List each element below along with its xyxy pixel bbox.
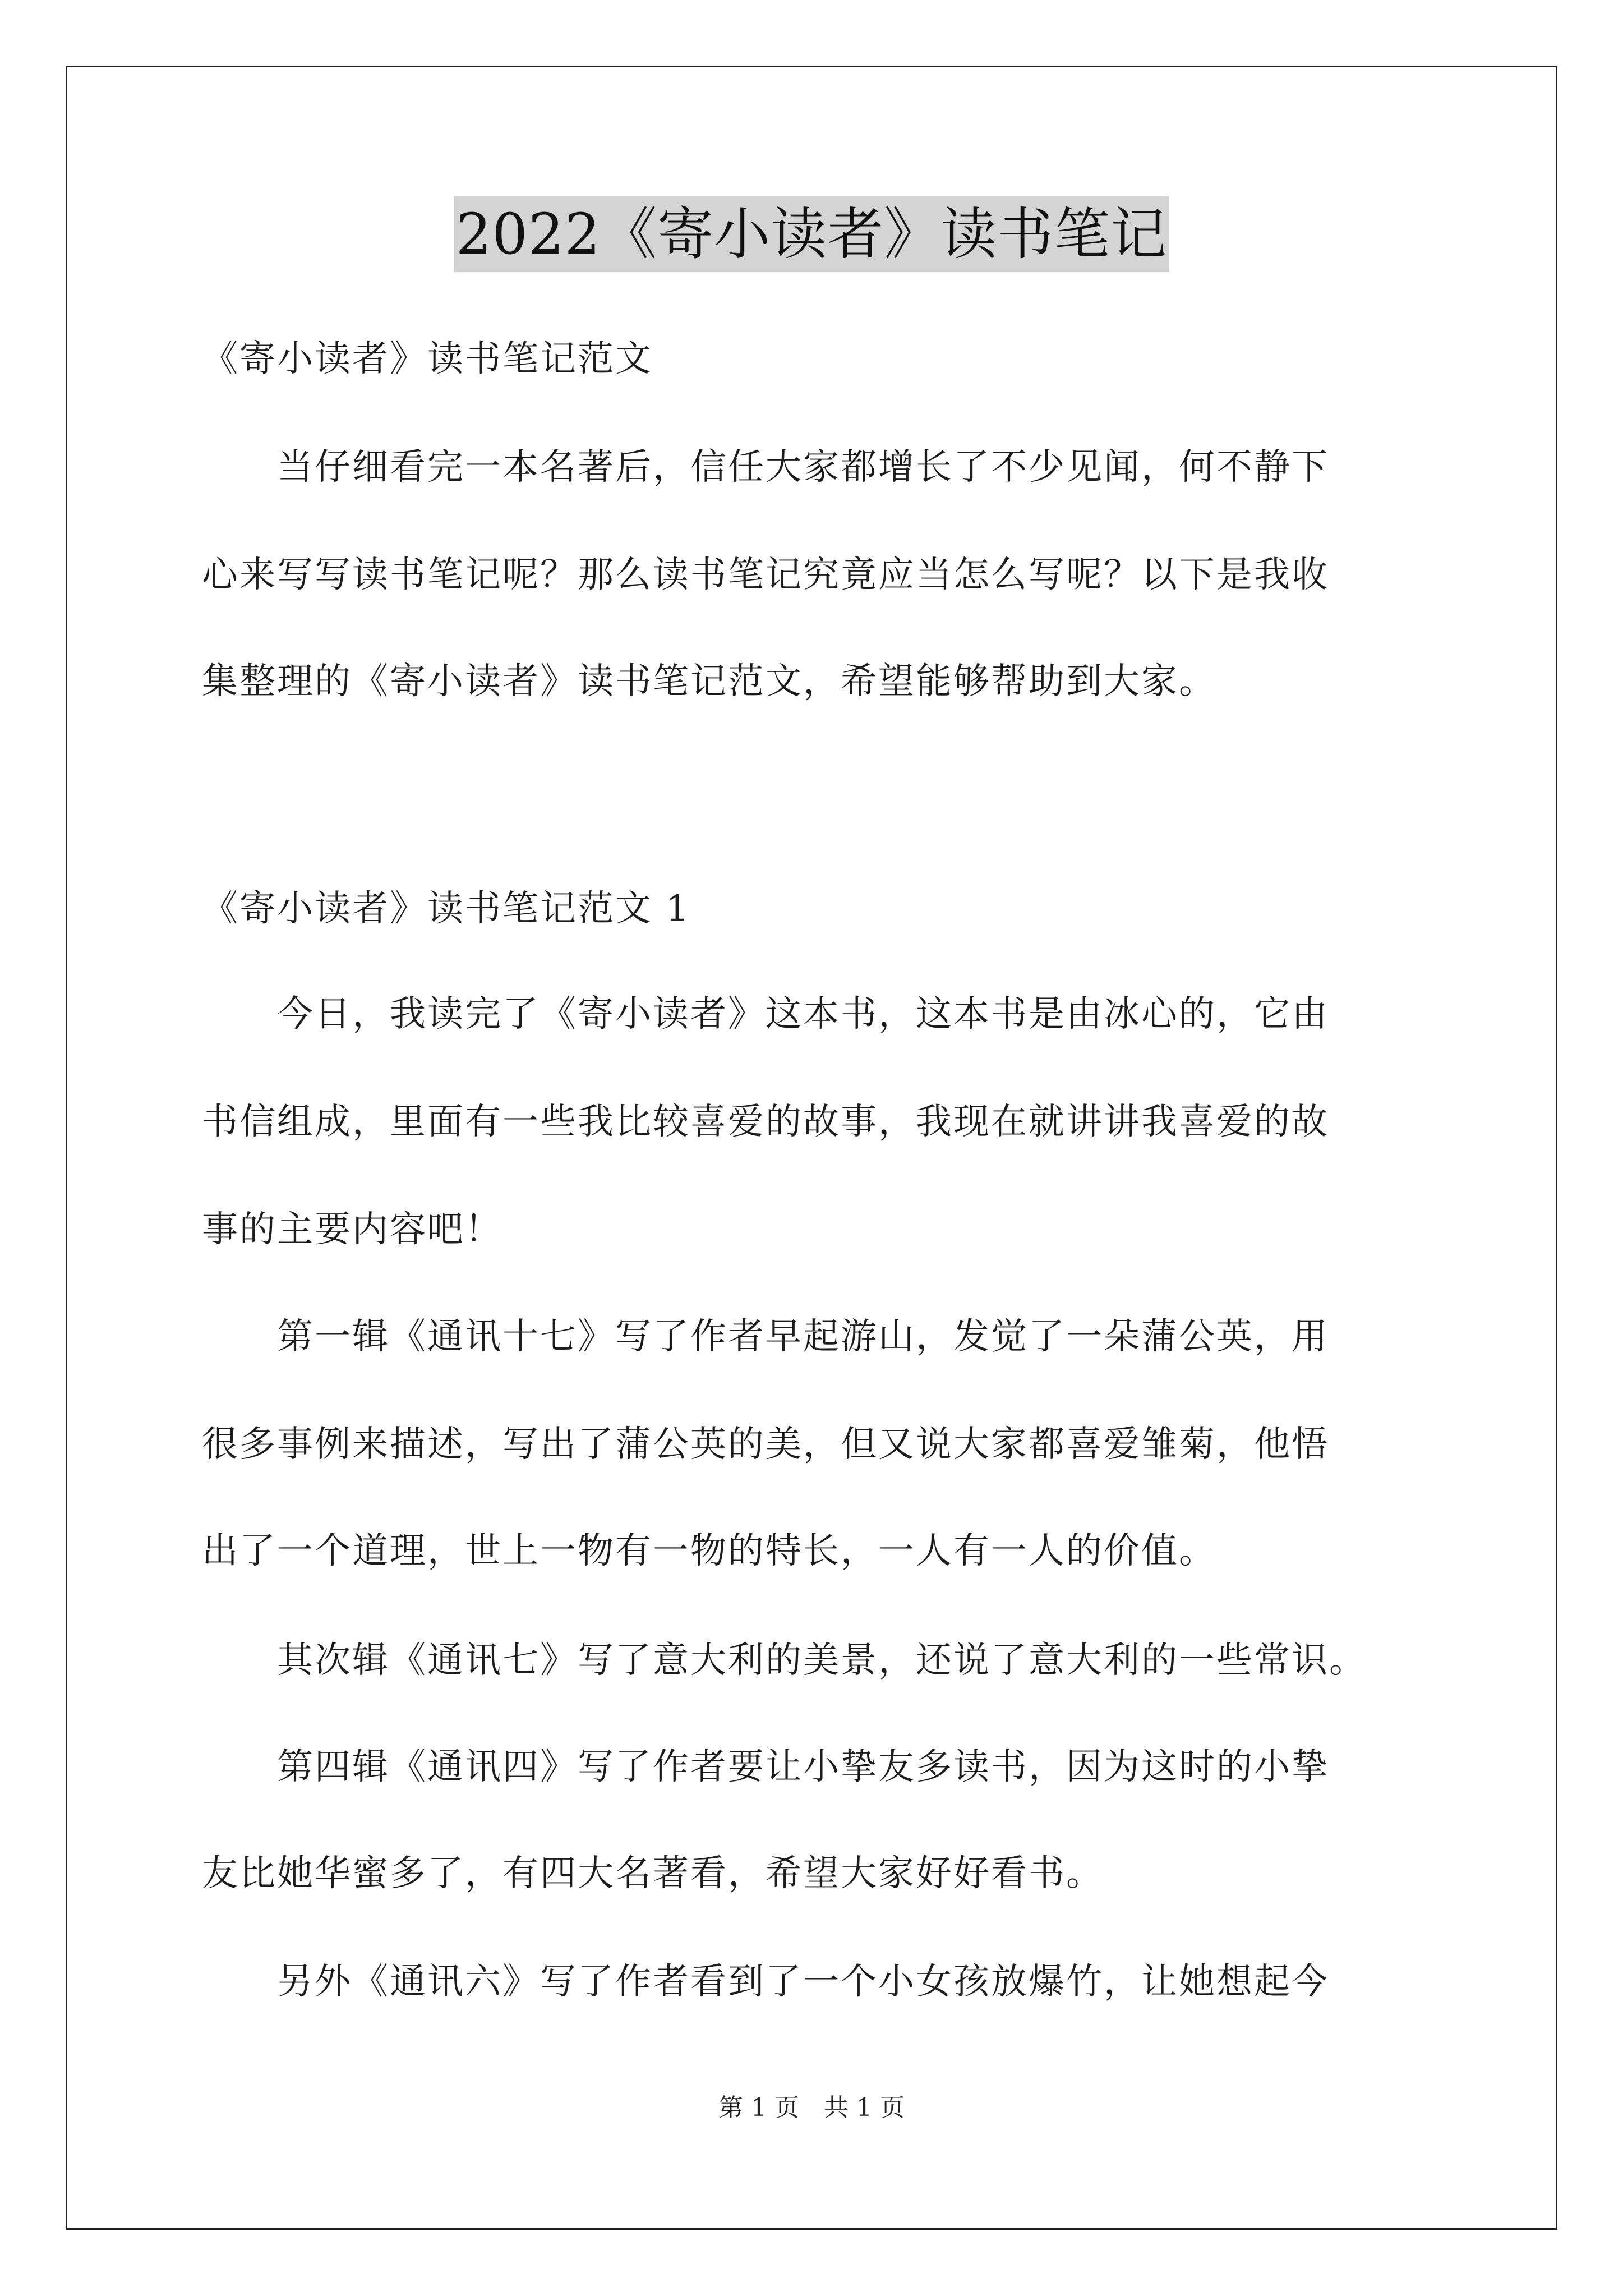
paragraph-line: 很多事例来描述，写出了蒲公英的美，但又说大家都喜爱雏菊，他悟 — [202, 1424, 1329, 1465]
page-footer: 第 1 页 共 1 页 — [718, 2093, 905, 2122]
paragraph-line: 出了一个道理，世上一物有一物的特长，一人有一人的价值。 — [202, 1530, 1216, 1572]
paragraph-line: 当仔细看完一本名著后，信任大家都增长了不少见闻，何不静下 — [202, 447, 1329, 488]
paragraph-line: 第一辑《通讯十七》写了作者早起游山，发觉了一朵蒲公英，用 — [202, 1316, 1329, 1358]
paragraph-line: 第四辑《通讯四》写了作者要让小挚友多读书，因为这时的小挚 — [202, 1746, 1329, 1788]
paragraph-line: 今日，我读完了《寄小读者》这本书，这本书是由冰心的，它由 — [202, 993, 1329, 1035]
title-container — [0, 196, 1623, 272]
paragraph-line: 集整理的《寄小读者》读书笔记范文，希望能够帮助到大家。 — [202, 661, 1216, 702]
page-border — [66, 66, 1557, 2230]
paragraph-line: 心来写写读书笔记呢？那么读书笔记究竟应当怎么写呢？以下是我收 — [202, 554, 1329, 596]
section-heading: 《寄小读者》读书笔记范文 1 — [202, 888, 691, 930]
document-title: 2022《寄小读者》读书笔记 — [454, 196, 1170, 272]
intro-heading: 《寄小读者》读书笔记范文 — [202, 338, 653, 380]
paragraph-line: 书信组成，里面有一些我比较喜爱的故事，我现在就讲讲我喜爱的故 — [202, 1101, 1329, 1143]
paragraph-line: 友比她华蜜多了，有四大名著看，希望大家好好看书。 — [202, 1853, 1104, 1894]
paragraph-line: 事的主要内容吧！ — [202, 1209, 502, 1250]
paragraph-line: 其次辑《通讯七》写了意大利的美景，还说了意大利的一些常识。 — [202, 1640, 1367, 1681]
paragraph-line: 另外《通讯六》写了作者看到了一个小女孩放爆竹，让她想起今 — [202, 1961, 1329, 2003]
